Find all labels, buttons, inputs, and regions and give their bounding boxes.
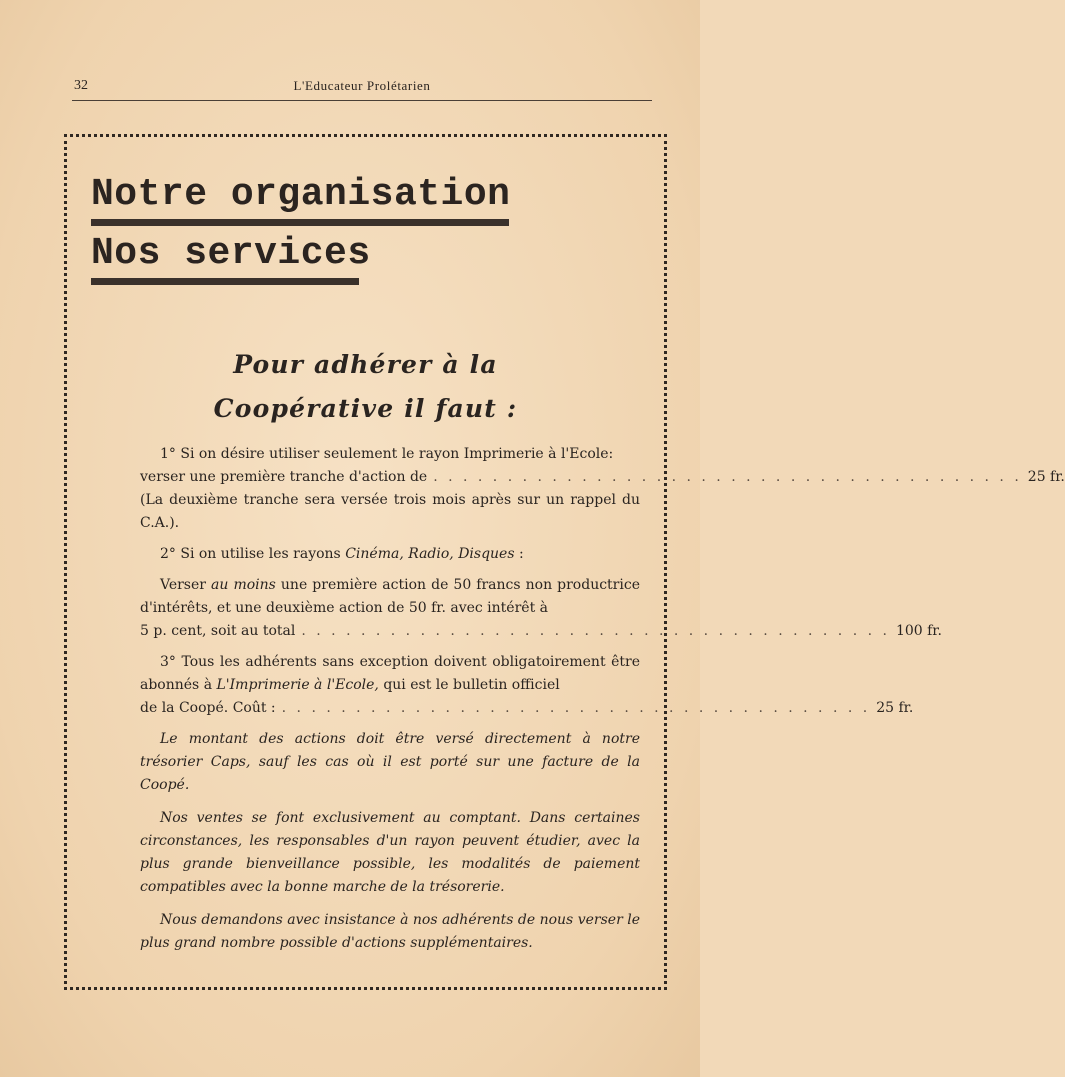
item-2-fee-label: 5 p. cent, soit au total: [140, 623, 296, 639]
title-underline-1: [91, 219, 509, 226]
note-payment: Le montant des actions doit être versé directement à notre trésorier Caps, sauf les cas où il est porté sur une facture de la Coopé.: [140, 731, 640, 793]
item-2-intro-text: 2° Si on utilise les rayons: [160, 546, 346, 562]
item-3-fee-label: de la Coopé. Coût :: [140, 700, 276, 716]
page-header: [72, 78, 652, 101]
item-3-body: [140, 651, 640, 697]
item-2-intro: [140, 543, 640, 566]
leader-dots: . . . . . . . . . . . . . . . . . . . . . . . . . . . . . . . . . . . . . . . .: [433, 469, 1022, 485]
subtitle-line-1: Pour adhérer à la: [233, 350, 498, 379]
item-1-fee-line: [140, 466, 1065, 489]
subtitle-line-2: Coopérative il faut :: [213, 394, 518, 423]
item-1-note: (La deuxième tranche sera versée trois mois après sur un rappel du C.A.).: [140, 492, 640, 531]
article-body: [140, 443, 1065, 965]
item-2-fee-amount: 100 fr.: [895, 623, 942, 639]
page-number: 32: [74, 78, 88, 93]
item-3-fee-amount: 25 fr.: [876, 700, 914, 716]
item-2-body-italic: au moins: [211, 577, 276, 593]
item-1-fee-amount: 25 fr.: [1027, 469, 1065, 485]
title-underline-2: [91, 278, 359, 285]
item-3-italic: L'Imprimerie à l'Ecole,: [216, 677, 379, 693]
title-block: [91, 175, 510, 285]
item-2-intro-italic: Cinéma, Radio, Disques: [345, 546, 515, 562]
subtitle: [97, 343, 634, 431]
leader-dots: . . . . . . . . . . . . . . . . . . . . . . . . . . . . . . . . . . . . . . . .: [281, 700, 871, 716]
item-1-text: 1° Si on désire utiliser seulement le rayon Imprimerie à l'Ecole:: [160, 446, 614, 462]
item-2-body: [140, 574, 640, 620]
item-2-intro-end: :: [514, 546, 524, 562]
item-2-body-text: Verser: [160, 577, 212, 593]
item-3-text-end: qui est le bulletin officiel: [378, 677, 560, 693]
item-2-body-rest: une première action de 50 francs non productrice d'intérêts, et une deuxième action de 50 fr. avec intérêt à: [140, 577, 640, 616]
running-title: L'Educateur Prolétarien: [293, 78, 431, 93]
item-2-fee-line: [140, 620, 942, 643]
item-1-fee-label: verser une première tranche d'action de: [140, 469, 428, 485]
note-sales: Nos ventes se font exclusivement au comptant. Dans certaines circonstances, les responsables d'un rayon peuvent étudier, avec la plus grande bienveillance possible, les modalités de paiement compatibles avec la bonne marche de la trésorerie.: [140, 810, 640, 895]
item-3-text: 3° Tous les adhérents sans exception doivent obligatoirement être abonnés à: [140, 654, 640, 693]
leader-dots: . . . . . . . . . . . . . . . . . . . . . . . . . . . . . . . . . . . . . . . .: [301, 623, 890, 639]
item-3-fee-line: [140, 697, 914, 720]
title-line-2: Nos services: [91, 232, 371, 275]
title-line-1: Notre organisation: [91, 173, 511, 216]
note-appeal: Nous demandons avec insistance à nos adhérents de nous verser le plus grand nombre possible d'actions supplémentaires.: [140, 912, 640, 951]
